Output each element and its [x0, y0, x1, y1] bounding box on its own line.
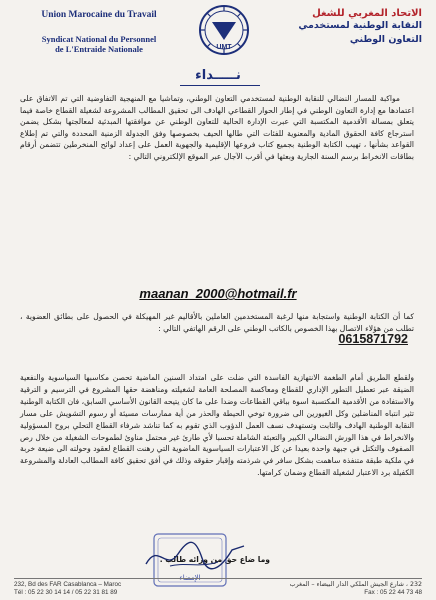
- syndicate-name-ar: النقابة الوطنية لمستخدمي: [298, 20, 422, 31]
- footer-tel: Tél : 05 22 30 14 14 / 05 22 31 81 89: [14, 589, 118, 596]
- handwritten-signature: [140, 536, 250, 576]
- union-name-fr: Union Marocaine du Travail: [41, 10, 157, 20]
- footer-contact-row: [14, 589, 422, 596]
- footer: [14, 578, 422, 596]
- union-name-ar: الاتحاد المغربي للشغل: [312, 8, 422, 19]
- contact-email: maanan_2000@hotmail.fr: [139, 286, 297, 301]
- footer-address-ar: 232 ، شارع الجيش الملكي الدار البيضاء – المغرب: [289, 581, 422, 588]
- paragraph-2: كما أن الكتابة الوطنية واستجابة منها لرغبة المستخدمين العاملين بالأقاليم غير المهيكلة في الحصول على بطائق العضوية ، تطلب من هؤلاء الاتصال بهذا الخصوص بالكاتب الوطني على الرقم الهاتفي التالي :: [20, 312, 414, 333]
- header-french: [14, 10, 184, 54]
- document-title: نـــــداء: [195, 68, 241, 83]
- umt-logo: [198, 4, 250, 56]
- logo-text: UMT: [216, 44, 232, 51]
- stamp-label: الإمضاء: [179, 574, 201, 582]
- footer-address-row: [14, 581, 422, 588]
- syndicate-org-fr: de L'Entraide Nationale: [55, 44, 143, 54]
- phone-line: [20, 334, 414, 347]
- syndicate-org-ar: التعاون الوطني: [349, 34, 422, 45]
- body-section-3: [20, 372, 414, 479]
- title-underline: [180, 85, 260, 86]
- paragraph-1: مواكبة للمسار النضالي للنقابة الوطنية لمستخدمي التعاون الوطني، وتماشيا مع المنهجية التفاوضية التي تم الاتفاق على اعتمادها مع إدارة التعاون الوطني في إطار الحوار القطاعي الهادف الى تحقيق المطالب المشروعة لشغيلة القطاع خاصة فيما يتعلق بمسالة الأقدمية المكتسبة التي عبرت الإدارة الحالية للتعاون الوطني عن موافقتها المبدئية لمعالجتها بشكل يضمن استرجاع كافة الحقوق المادية والمعنوية للفئات التي طالها الحيف بخصوصها وفق الجدولة الزمنية المحددة والتي تم إطلاع القواعد بشأنها ، تهيب الكتابة الوطنية بجميع كتاب فروعها الإقليمية والجهوية العمل على إعداد لوائح المنخرطين تتضمن أرقام بطاقات الانخراط برسم السنة الجارية وبعثها في أقرب الآجال عبر الموقع الإلكتروني التالي :: [20, 94, 414, 161]
- paragraph-3: ولقطع الطريق أمام الطغمة الانتهازية الفاسدة التي ضلت على امتداد السنين الماضية تحصن مكاسبها السياسوية والنفعية الضيقة عبر تعطيل التطور الإداري للقطاع ومعاكسة المصلحة العامة لشغيلته ومناهضة حقها المشروع في الترسيم و الترقية والاستفادة من الأقدمية المكتسبة اسوة بباقي القطاعات وضدا على ما كان يتيحه القانون الأساسي السابق، فان الكتابة الوطنية تثير انتباه المناضلين وكل الغيورين الى ضرورة توخي الحيطة والحذر من أية ممارسات مسيئة أو رسوم التشويش على مسار النقابة الوطنية الهادف والثابت وتستهدف نسف العمل الدؤوب الذي تقوم به كما تناشد شرفاء القطاع التحلي بروح المسؤولية والانخراط في هذا الورش النضالي الكبير والتعبئة الشاملة تحسبا لأي طارئ غير محتمل مناوئ لطموحات الشغيلة من خلال رص الصفوف والتكتل في جبهة واحدة بعيدا عن كل الاعتبارات السياسوية الماضوية التي رهنت القطاع لعقود وحولته الى ضيعة خربة في ملكية طبقة متنفذة ساهمت بشكل سافر في شرذمته وإقبار حقوقه وذلك في أفق تحقيق كافة المطالب العادلة والمشروعة الكفيلة برد الاعتبار لشغيلة القطاع وضمان كرامتها.: [20, 373, 414, 478]
- body-section-1: [20, 93, 414, 166]
- syndicate-name-fr: Syndicat National du Personnel: [41, 34, 157, 44]
- footer-fax: Fax : 05 22 44 73 48: [364, 589, 422, 596]
- header-arabic: [282, 8, 422, 47]
- contact-phone: 0615871792: [338, 332, 408, 347]
- closing-line: وما ضاع حق من ورائه طالب .: [159, 555, 270, 564]
- footer-address-fr: 232, Bd des FAR Casablanca – Maroc: [14, 581, 122, 588]
- body-section-2: [20, 311, 414, 347]
